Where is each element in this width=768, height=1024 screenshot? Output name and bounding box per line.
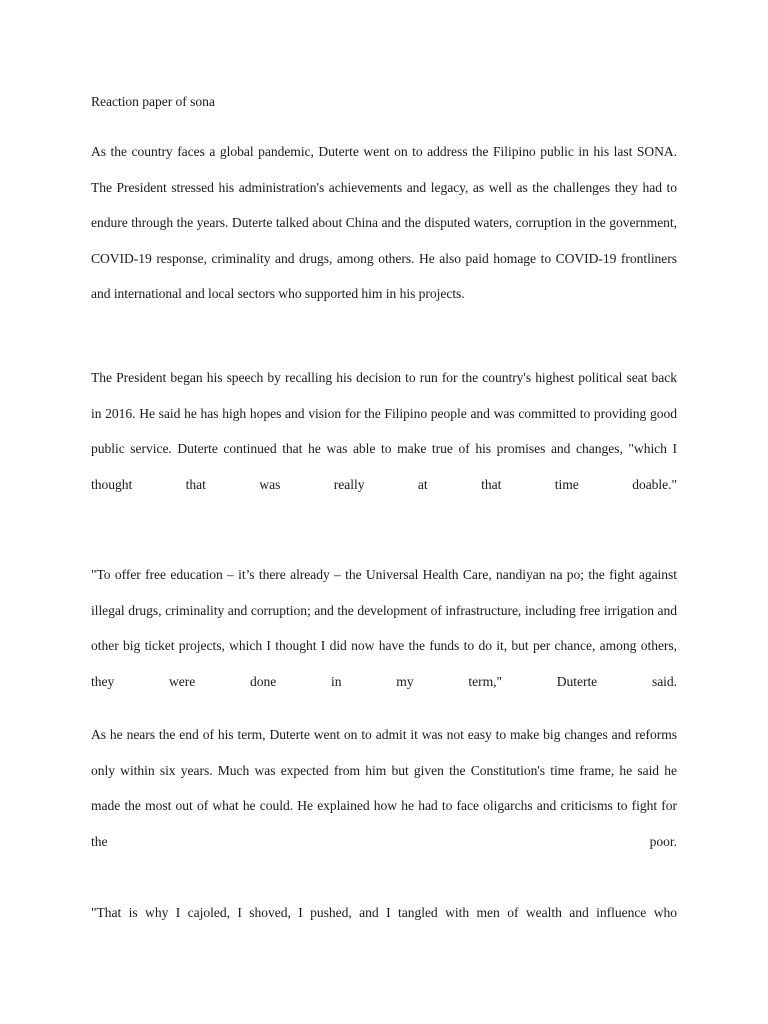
document-page bbox=[91, 0, 677, 1024]
paragraph-quote-free-education: "To offer free education – it’s there already – the Universal Health Care, nandiyan na po; the fight against illegal drugs, criminality and corruption; and the development of infrastructure, including free irrigation and other big ticket projects, which I thought I did now have the funds to do it, but per chance, among others, they were done in my term," Duterte said. bbox=[91, 567, 677, 689]
paragraph-intro: As the country faces a global pandemic, Duterte went on to address the Filipino public in his last SONA. The President stressed his administration's achievements and legacy, as well as the challenges they had to endure through the years. Duterte talked about China and the disputed waters, corruption in the government, COVID-19 response, criminality and drugs, among others. He also paid homage to COVID-19 frontliners and international and local sectors who supported him in his projects. bbox=[91, 144, 677, 302]
paragraph-quote-cajoled: "That is why I cajoled, I shoved, I pushed, and I tangled with men of wealth and influence who bbox=[91, 905, 677, 920]
document-title: Reaction paper of sona bbox=[91, 94, 215, 109]
paragraph-end-of-term: As he nears the end of his term, Duterte went on to admit it was not easy to make big changes and reforms only within six years. Much was expected from him but given the Constitution's time frame, he said he made the most out of what he could. He explained how he had to face oligarchs and criticisms to fight for the poor. bbox=[91, 727, 677, 849]
paragraph-speech-start: The President began his speech by recalling his decision to run for the country's highest political seat back in 2016. He said he has high hopes and vision for the Filipino people and was committed to providing good public service. Duterte continued that he was able to make true of his promises and changes, "which I thought that was really at that time doable." bbox=[91, 370, 677, 492]
